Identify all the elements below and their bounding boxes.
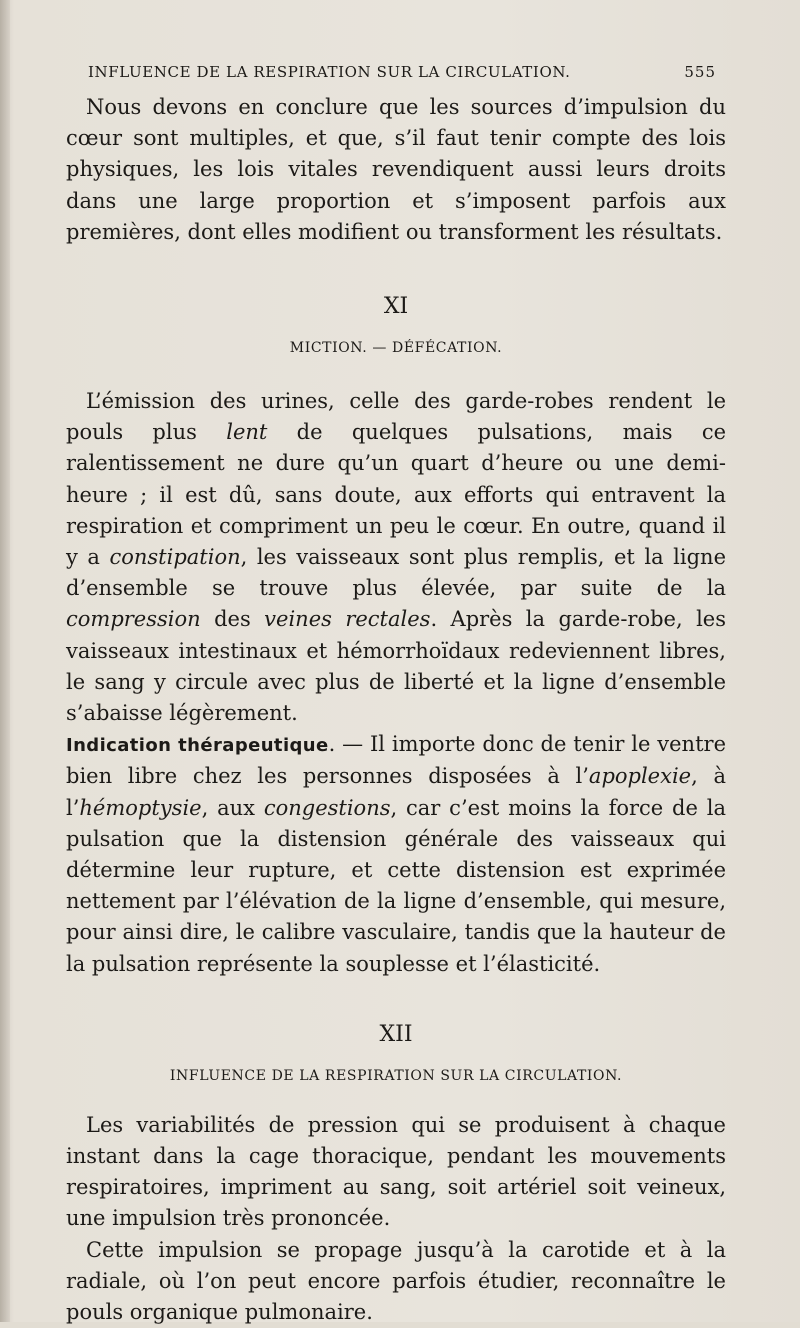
indication-lead: Indication thérapeutique xyxy=(66,735,329,757)
running-head xyxy=(88,60,716,84)
italic-term: congestions xyxy=(263,795,391,820)
paragraph-text: , aux xyxy=(201,795,264,820)
paragraph-text: , à l’ xyxy=(66,764,726,820)
paragraph-text: . Après la garde-robe, les vaisseaux intestinaux et hémorrhoïdaux redeviennent libres, le sang y circule avec plus de liberté et la ligne d’ensemble s’abaisse légèrement. xyxy=(66,607,726,726)
italic-term: compression xyxy=(66,607,201,632)
paragraph-conclusion: Nous devons en conclure que les sources d’impulsion du cœur sont multiples, et que, s’il faut tenir compte des lois physiques, les lois vitales revendiquent aussi leurs droits dans une large proportion et s’imposent parfois aux premières, dont elles modifient ou transforment les résultats. xyxy=(66,95,726,244)
paragraph-text: L’émission des urines, celle des garde-robes rendent le pouls plus xyxy=(66,389,726,445)
italic-term: apoplexie xyxy=(588,764,692,789)
paragraph-text: . — Il importe donc de tenir le ventre bien libre chez les personnes disposées à l’ xyxy=(66,732,726,789)
paragraph-text: de quelques pulsations, mais ce ralentissement ne dure qu’un quart d’heure ou une demi-heure ; il est dû, sans doute, aux efforts qui entravent la respiration et compriment un peu le cœur. En outre, quand il y a xyxy=(66,420,727,570)
paragraph-impulsion: Cette impulsion se propage jusqu’à la carotide et à la radiale, où l’on peut encore parfois étudier, reconnaître le pouls organique pulmonaire. xyxy=(66,1237,726,1325)
page-number: 555 xyxy=(684,63,716,81)
page-body xyxy=(66,92,726,1328)
italic-term: lent xyxy=(226,420,268,445)
running-title: INFLUENCE DE LA RESPIRATION SUR LA CIRCULATION. xyxy=(88,63,571,81)
page-spine-shadow xyxy=(0,0,10,1322)
paragraph-variabilites: Les variabilités de pression qui se produisent à chaque instant dans la cage thoracique, pendant les mouvements respiratoires, impriment au sang, soit artériel soit veineux, une impulsion très prononcée. xyxy=(66,1112,726,1231)
section-number-xi: XI xyxy=(383,294,409,320)
paragraph-indication xyxy=(66,729,726,980)
paragraph-miction xyxy=(66,386,726,729)
italic-term: constipation xyxy=(109,545,241,570)
section-title-miction: MICTION. — DÉFÉCATION. xyxy=(289,340,503,357)
section-title-influence: INFLUENCE DE LA RESPIRATION SUR LA CIRCULATION. xyxy=(169,1067,623,1084)
italic-term: veines rectales xyxy=(264,607,431,632)
paragraph-text: , les vaisseaux sont plus remplis, et la ligne d’ensemble se trouve plus élevée, par suite de la xyxy=(66,545,727,601)
paragraph-text: , car c’est moins la force de la pulsation que la distension générale des vaisseaux qui détermine leur rupture, et cette distension est exprimée nettement par l’élévation de la ligne d’ensemble, qui mesure, pour ainsi dire, le calibre vasculaire, tandis que la hauteur de la pulsation représente la souplesse et l’élasticité. xyxy=(66,795,726,976)
paragraph-text: des xyxy=(200,607,265,632)
italic-term: hémoptysie xyxy=(79,795,202,820)
section-number-xii: XII xyxy=(379,1021,413,1047)
